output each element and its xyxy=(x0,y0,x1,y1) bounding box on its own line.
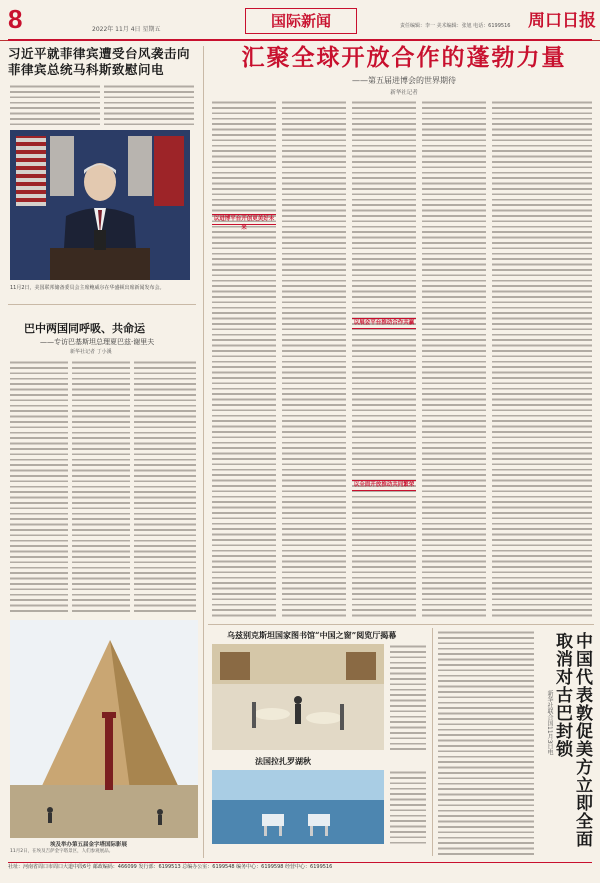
main-headline: 汇聚全球开放合作的蓬勃力量 xyxy=(241,44,567,71)
main-subhead-3: 以全面开放推动共同繁荣 xyxy=(352,480,416,491)
pyramid-illustration xyxy=(10,620,198,838)
right-dateline: 新华社联合国11月3日电 xyxy=(546,690,553,756)
divider xyxy=(208,624,594,625)
story2-body-col3 xyxy=(134,360,196,614)
main-body-col5 xyxy=(492,100,592,620)
editor-meta: 责任编辑：李一 美术编辑：张旭 电话：6199516 xyxy=(400,23,511,29)
left-article-body-2 xyxy=(104,84,194,126)
page-header xyxy=(0,0,600,41)
date-line: 2022年 11月 4日 星期五 xyxy=(92,26,161,33)
header-rule xyxy=(8,39,592,41)
news-photo-press-conference xyxy=(10,130,190,280)
column-divider xyxy=(432,628,433,856)
divider xyxy=(8,304,196,305)
main-body-col3 xyxy=(352,100,416,620)
news-photo-lake xyxy=(212,770,384,844)
main-body-col2 xyxy=(282,100,346,620)
page-footer: 社址：河南省周口市周口大道中段6号 邮政编码：466099 发行部：6199513 总编办公室：6199548 编务中心：6199598 经营中心：6199516 xyxy=(8,862,592,881)
photo4-caption-text xyxy=(390,770,426,844)
photo2-title: 埃及举办第五届金字塔国际影展 xyxy=(50,842,128,848)
right-vertical-headline: 中国代表敦促美方立即全面取消对古巴封锁 xyxy=(552,632,592,848)
story2-byline: 新华社记者 丁小溪 xyxy=(70,349,112,355)
left-headline: 习近平就菲律宾遭受台风袭击向菲律宾总统马科斯致慰问电 xyxy=(8,46,191,77)
story2-body-col2 xyxy=(72,360,130,614)
photo3-caption-text xyxy=(390,644,426,750)
press-conference-illustration xyxy=(10,130,190,280)
newspaper-logo: 周口日报 xyxy=(528,11,596,31)
lake-illustration xyxy=(212,770,384,844)
page-number: 8 xyxy=(8,4,23,34)
right-story-body xyxy=(438,630,534,856)
photo4-title: 法国拉扎罗湖秋 xyxy=(255,756,311,766)
story2-title: 巴中两国同呼吸、共命运 xyxy=(24,322,145,335)
news-photo-pyramid xyxy=(10,620,198,838)
story2-body-col1 xyxy=(10,360,68,614)
section-title: 国际新闻 xyxy=(245,8,357,34)
main-byline: 新华社记者 xyxy=(390,90,418,96)
main-body-col4 xyxy=(422,100,486,620)
story2-subtitle: ——专访巴基斯坦总理夏巴兹·谢里夫 xyxy=(40,338,155,346)
photo3-title: 乌兹别克斯坦国家图书馆“中国之窗”阅览厅揭幕 xyxy=(227,630,397,640)
column-divider xyxy=(203,46,204,858)
library-illustration xyxy=(212,644,384,750)
photo2-caption: 11月2日，在埃及吉萨金字塔景区，人们参观展品。 xyxy=(10,849,114,854)
news-photo-library xyxy=(212,644,384,750)
photo-caption: 11月2日，美国联邦储备委员会主席鲍威尔在华盛顿出席新闻发布会。 xyxy=(10,285,165,291)
main-subhead-1: 以进博平台开创更美好未来 xyxy=(213,216,275,231)
main-subhead-2: 以展会平台推动合作共赢 xyxy=(352,318,416,329)
main-subtitle: ——第五届进博会的世界期待 xyxy=(352,76,456,85)
left-article-body-1 xyxy=(10,84,100,126)
main-body-col1 xyxy=(212,100,276,620)
